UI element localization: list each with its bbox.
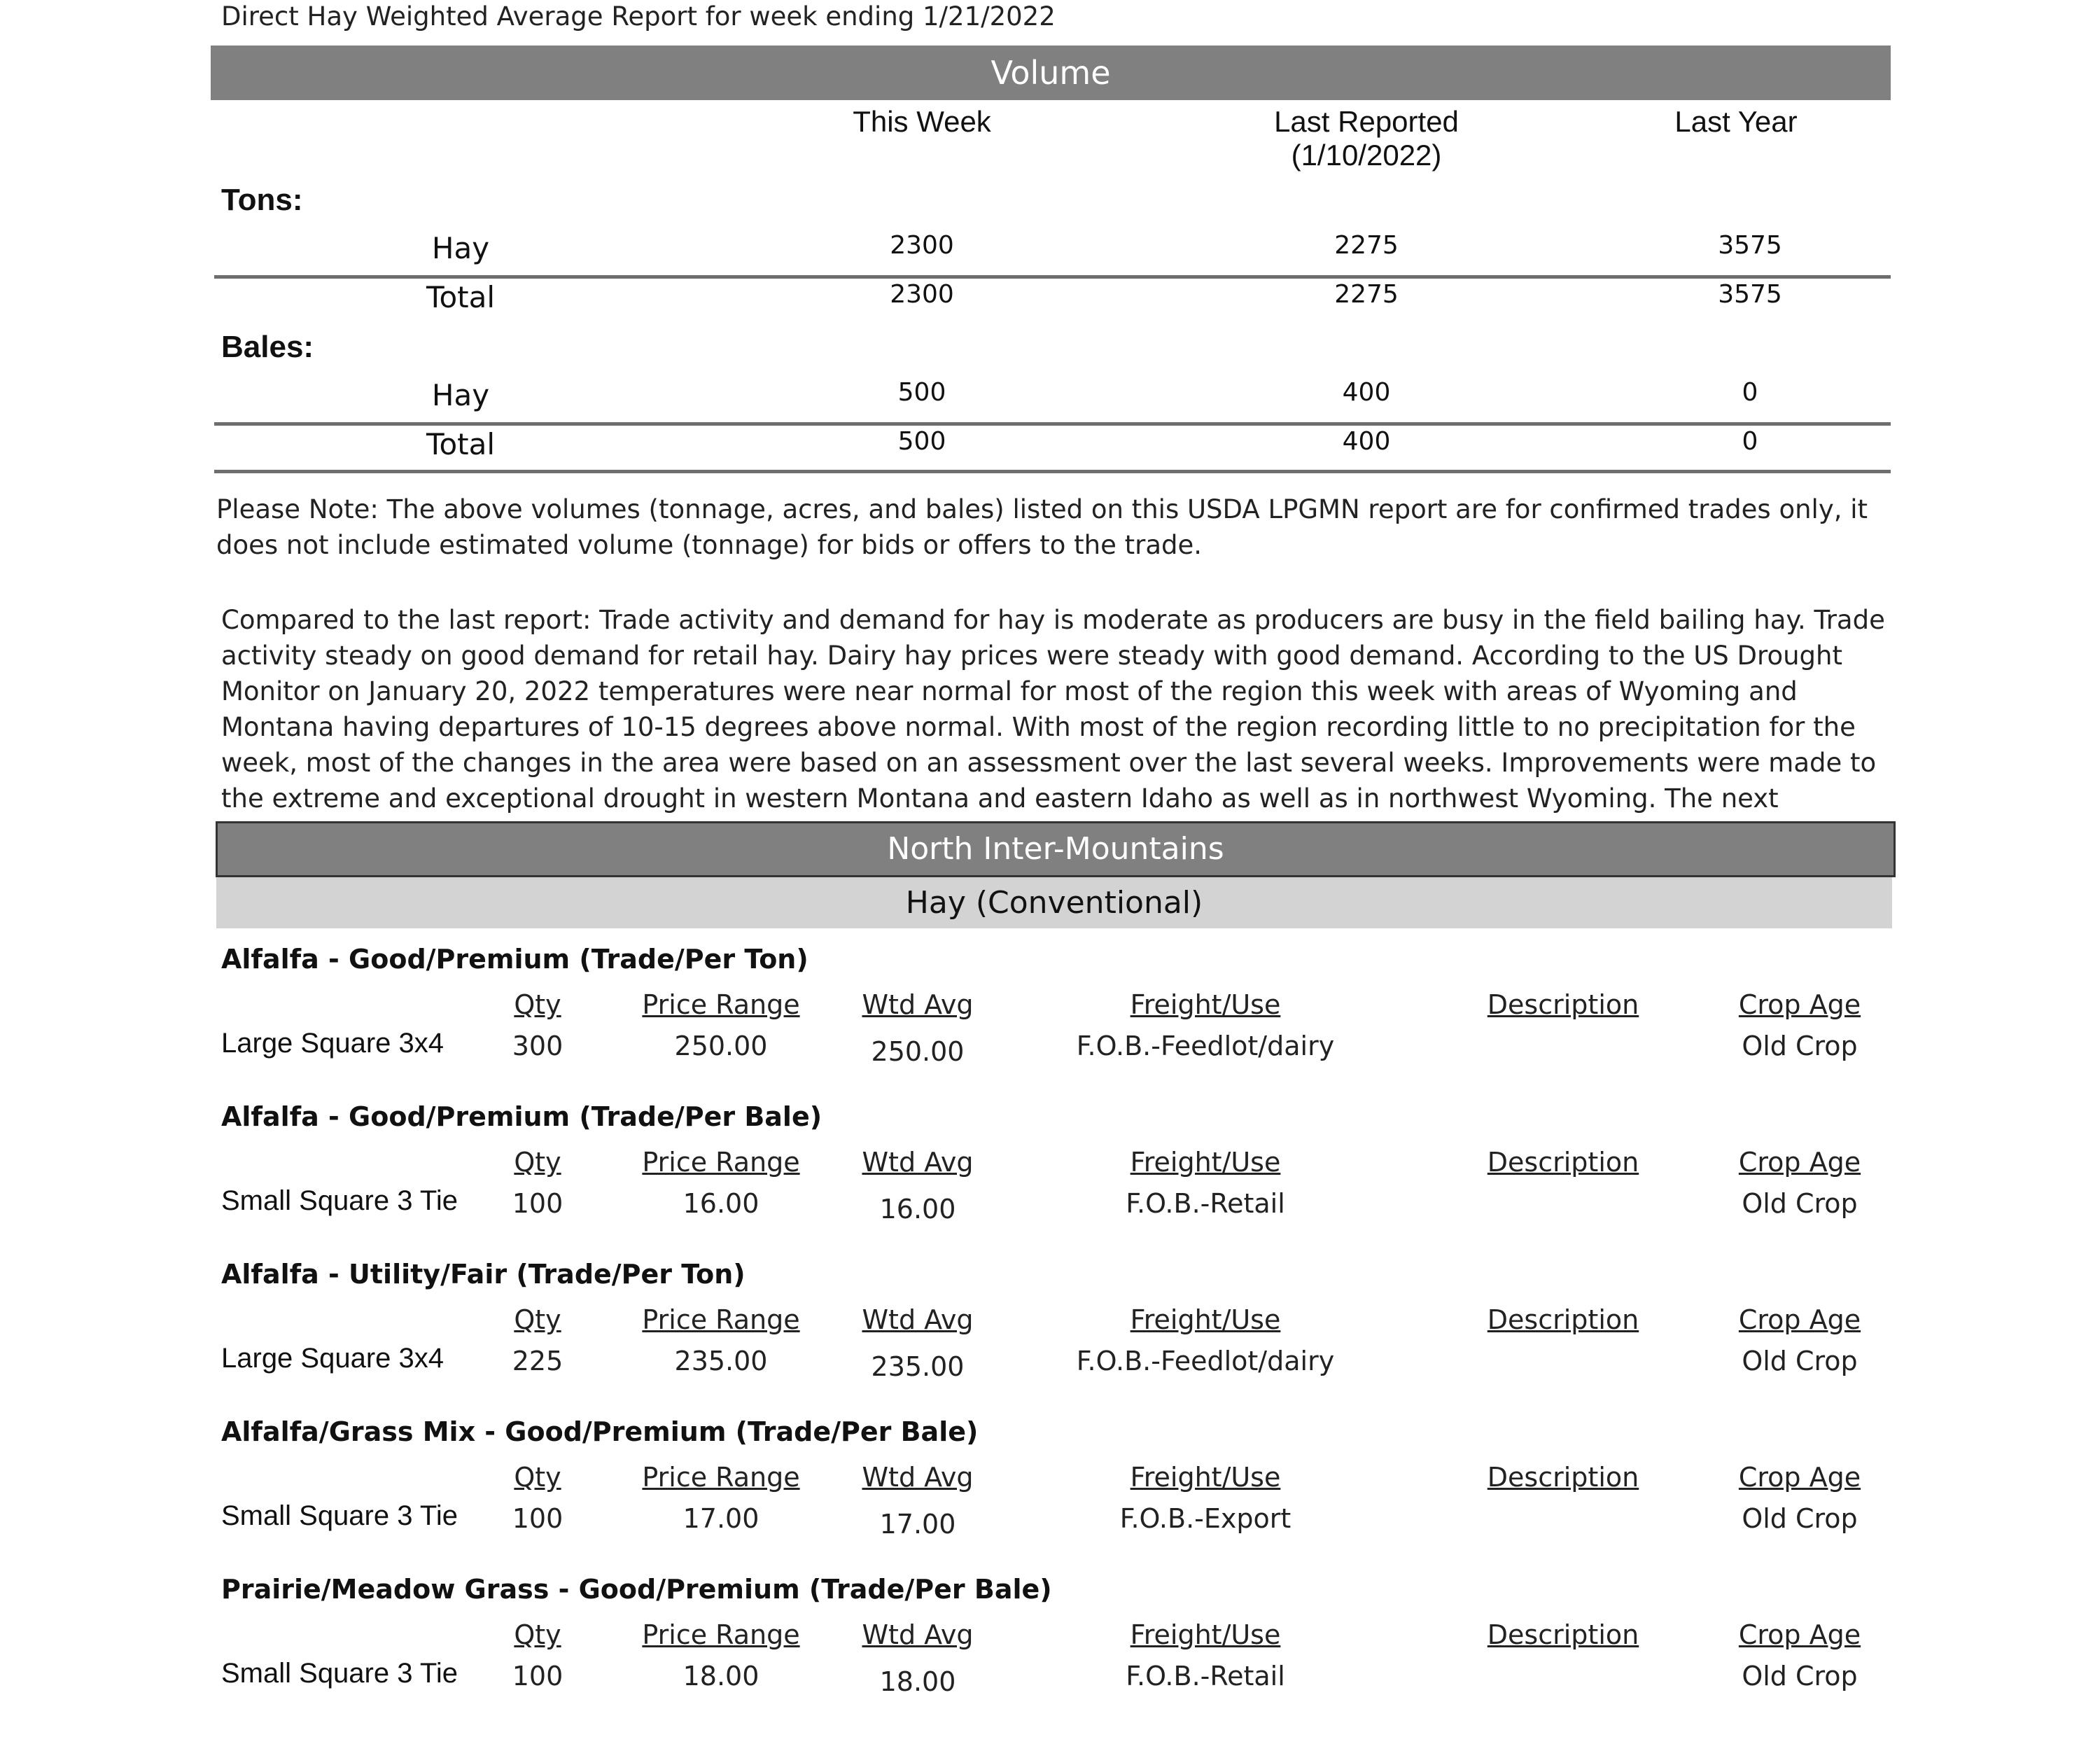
cell-wtd-avg: 17.00	[879, 1509, 956, 1540]
group-title: Prairie/Meadow Grass - Good/Premium (Trade/Per Bale)	[221, 1574, 1052, 1605]
group-title: Alfalfa - Good/Premium (Trade/Per Ton)	[221, 944, 808, 975]
col-header-crop-age: Crop Age	[1738, 1147, 1861, 1178]
cell-qty: 225	[512, 1346, 564, 1376]
col-header-description: Description	[1487, 1619, 1639, 1650]
cell-qty: 100	[512, 1661, 564, 1691]
col-header-crop-age: Crop Age	[1738, 1462, 1861, 1493]
col-last-reported-line1: Last Reported	[1274, 105, 1459, 138]
col-header-freight-use: Freight/Use	[1130, 1462, 1281, 1493]
col-header-wtd-avg: Wtd Avg	[862, 989, 974, 1020]
col-last-reported-line2: (1/10/2022)	[1291, 139, 1442, 172]
col-header-crop-age: Crop Age	[1738, 1619, 1861, 1650]
cell-freight-use: F.O.B.-Feedlot/dairy	[1076, 1031, 1335, 1061]
col-header-description: Description	[1487, 1462, 1639, 1493]
bales-total-this-week: 500	[897, 427, 946, 456]
col-header-wtd-avg: Wtd Avg	[862, 1147, 974, 1178]
package-type: Large Square 3x4	[221, 1028, 444, 1059]
cell-crop-age: Old Crop	[1742, 1188, 1858, 1219]
cell-price-range: 18.00	[682, 1661, 760, 1691]
package-type: Small Square 3 Tie	[221, 1185, 458, 1216]
cell-price-range: 235.00	[674, 1346, 768, 1376]
bales-total-label: Total	[426, 427, 496, 461]
col-header-qty: Qty	[514, 1619, 561, 1650]
bales-hay-this-week: 500	[897, 378, 946, 407]
bales-total-last-reported: 400	[1342, 427, 1391, 456]
col-header-price-range: Price Range	[642, 1462, 800, 1493]
col-header-description: Description	[1487, 989, 1639, 1020]
cell-wtd-avg: 250.00	[871, 1036, 965, 1067]
col-last-reported	[1184, 105, 1548, 172]
subregion-header: Hay (Conventional)	[216, 877, 1892, 928]
col-header-freight-use: Freight/Use	[1130, 1619, 1281, 1650]
package-type: Small Square 3 Tie	[221, 1500, 458, 1531]
tons-rule	[214, 275, 1891, 279]
col-header-crop-age: Crop Age	[1738, 1304, 1861, 1335]
col-header-freight-use: Freight/Use	[1130, 1304, 1281, 1335]
col-header-crop-age: Crop Age	[1738, 989, 1861, 1020]
tons-total-last-year: 3575	[1718, 280, 1782, 309]
col-header-price-range: Price Range	[642, 989, 800, 1020]
cell-qty: 100	[512, 1503, 564, 1534]
col-header-description: Description	[1487, 1304, 1639, 1335]
tons-hay-label: Hay	[431, 231, 490, 265]
region-header: North Inter-Mountains	[216, 821, 1896, 877]
bales-hay-label: Hay	[431, 378, 490, 412]
col-header-wtd-avg: Wtd Avg	[862, 1304, 974, 1335]
cell-freight-use: F.O.B.-Retail	[1126, 1188, 1285, 1219]
cell-qty: 300	[512, 1031, 564, 1061]
cell-price-range: 17.00	[682, 1503, 760, 1534]
bales-hay-last-year: 0	[1742, 378, 1758, 407]
cell-freight-use: F.O.B.-Export	[1119, 1503, 1292, 1534]
tons-total-last-reported: 2275	[1334, 280, 1399, 309]
cell-wtd-avg: 16.00	[879, 1194, 956, 1225]
col-header-qty: Qty	[514, 1304, 561, 1335]
tons-hay-last-reported: 2275	[1334, 231, 1399, 260]
col-header-qty: Qty	[514, 1462, 561, 1493]
group-title: Alfalfa - Utility/Fair (Trade/Per Ton)	[221, 1259, 746, 1290]
col-header-qty: Qty	[514, 989, 561, 1020]
cell-crop-age: Old Crop	[1742, 1503, 1858, 1534]
bales-label: Bales:	[221, 330, 314, 364]
col-header-description: Description	[1487, 1147, 1639, 1178]
cell-crop-age: Old Crop	[1742, 1661, 1858, 1691]
volume-bottom-rule	[214, 470, 1891, 473]
col-header-freight-use: Freight/Use	[1130, 989, 1281, 1020]
cell-qty: 100	[512, 1188, 564, 1219]
col-header-price-range: Price Range	[642, 1304, 800, 1335]
col-header-qty: Qty	[514, 1147, 561, 1178]
market-commentary: Compared to the last report: Trade activity and demand for hay is moderate as producers are busy in the field bailing hay. Trade activity steady on good demand for retail hay. Dairy hay prices were steady with good demand. According to the US Drought Monitor on January 20, 2022 temperatures were near normal for most of the region this week with areas of Wyoming and Montana having departures of 10-15 degrees above normal. With most of the region recording little to no precipitation for the week, most of the changes in the area were based on an assessment over the last several weeks. Improvements were made to the extreme and exceptional drought in western Montana and eastern Idaho as well as in northwest Wyoming. The next	[221, 605, 1885, 814]
cell-crop-age: Old Crop	[1742, 1346, 1858, 1376]
cell-wtd-avg: 235.00	[871, 1351, 965, 1382]
col-header-wtd-avg: Wtd Avg	[862, 1462, 974, 1493]
cell-freight-use: F.O.B.-Retail	[1126, 1661, 1285, 1691]
col-this-week: This Week	[853, 105, 991, 138]
volume-header: Volume	[211, 46, 1891, 100]
tons-label: Tons:	[221, 183, 303, 217]
tons-hay-this-week: 2300	[890, 231, 954, 260]
cell-crop-age: Old Crop	[1742, 1031, 1858, 1061]
col-header-price-range: Price Range	[642, 1619, 800, 1650]
package-type: Small Square 3 Tie	[221, 1658, 458, 1689]
cell-price-range: 16.00	[682, 1188, 760, 1219]
col-last-year: Last Year	[1674, 105, 1798, 138]
tons-hay-last-year: 3575	[1718, 231, 1782, 260]
cell-freight-use: F.O.B.-Feedlot/dairy	[1076, 1346, 1335, 1376]
cell-wtd-avg: 18.00	[879, 1666, 956, 1697]
tons-total-label: Total	[426, 280, 496, 314]
bales-rule	[214, 422, 1891, 426]
tons-total-this-week: 2300	[890, 280, 954, 309]
col-header-freight-use: Freight/Use	[1130, 1147, 1281, 1178]
group-title: Alfalfa - Good/Premium (Trade/Per Bale)	[221, 1101, 822, 1132]
report-title: Direct Hay Weighted Average Report for week ending 1/21/2022	[221, 1, 1056, 32]
package-type: Large Square 3x4	[221, 1343, 444, 1374]
col-header-price-range: Price Range	[642, 1147, 800, 1178]
bales-total-last-year: 0	[1742, 427, 1758, 456]
group-title: Alfalfa/Grass Mix - Good/Premium (Trade/Per Bale)	[221, 1416, 979, 1447]
bales-hay-last-reported: 400	[1342, 378, 1391, 407]
volume-note: Please Note: The above volumes (tonnage, acres, and bales) listed on this USDA LPGMN report are for confirmed trades only, it does not include estimated volume (tonnage) for bids or offers to the trade.	[216, 494, 1868, 560]
cell-price-range: 250.00	[674, 1031, 768, 1061]
col-header-wtd-avg: Wtd Avg	[862, 1619, 974, 1650]
